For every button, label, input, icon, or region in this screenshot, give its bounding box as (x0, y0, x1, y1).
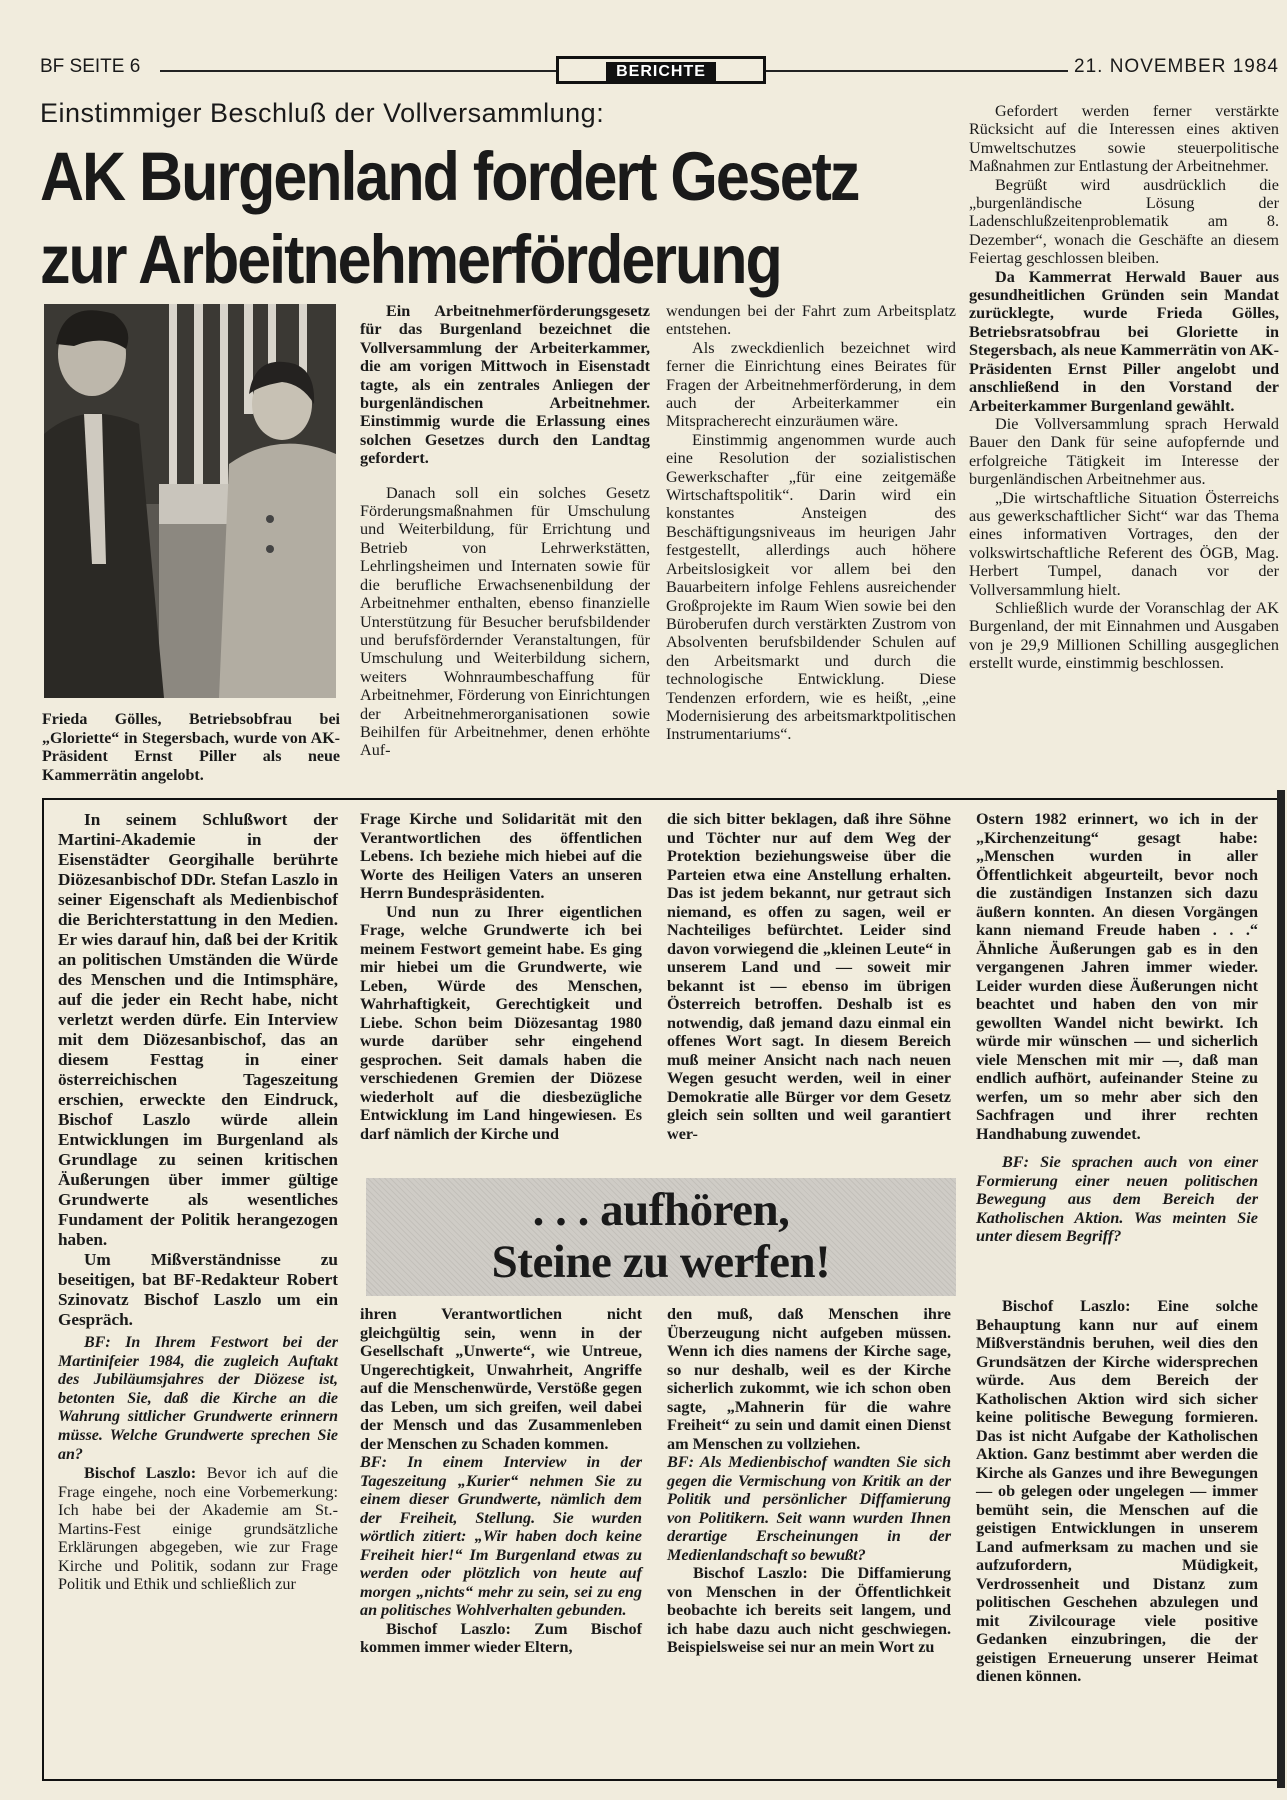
news-photo (44, 304, 336, 698)
header-rule-left (160, 70, 556, 72)
article-paragraph: Schließlich wurde der Voranschlag der AK Burgenland, der mit Einnahmen und Ausgaben von je 29,9 Millionen Schilling ausgeglichen erstellt wurde, einstimmig beschlossen. (969, 598, 1279, 673)
interview-answer: die sich bitter beklagen, daß ihre Söhne und Töchter nur auf dem Weg der Protektion beziehungsweise über die Parteien etwa eine Anstellung erhalten. Das ist jedem bekannt, nur getraut sich niemand, es offen zu sagen, weil er Nachteiliges befürchtet. Leider sind davon vorwiegend die „kleinen Leute“ in unserem Land und — soweit mir bekannt ist — ebenso im übrigen Österreich betroffen. Deshalb ist es notwendig, daß jemand dazu einmal ein offenes Wort sagt. In diesem Bereich muß meiner Ansicht nach nach neuen Wegen gesucht werden, weil in einer Demokratie alle Bürger vor dem Gesetz gleich sein sollten und weil garantiert wer- (667, 810, 951, 1143)
interview-column-2-lower (360, 1305, 642, 1657)
speaker-name: Bischof Laszlo: (386, 1619, 511, 1638)
interview-column-3 (667, 810, 951, 1143)
page-edge-shadow (1277, 790, 1285, 1788)
interview-question: BF: In einem Interview in der Tageszeitung „Kurier“ nehmen Sie zu einem dieser Grundwerte, nämlich dem der Freiheit, Stellung. Sie wurden wörtlich zitiert: „Wir haben doch keine Freiheit hier!“ Im Burgenland etwas zu werden oder plötzlich von heute auf morgen „nichts“ mehr zu sein, sei zu eng an politisches Wohlverhalten gebunden. (360, 1453, 642, 1619)
article-paragraph: Als zweckdienlich bezeichnet wird ferner die Einrichtung eines Beirates für Fragen der Arbeitnehmerförderung, in dem auch der Arbeiterkammer ein Mitspracherecht einzuräumen wäre. (666, 338, 956, 431)
interview-intro: Um Mißverständnisse zu beseitigen, bat BF-Redakteur Robert Szinovatz Bischof Laszlo um ein Gespräch. (58, 1250, 338, 1329)
headline-line-1: AK Burgenland fordert Gesetz (40, 138, 859, 215)
interview-column-4-lower (976, 1297, 1258, 1686)
interview-answer: Eine solche Behauptung kann nur auf einem Mißverständnis beruhen, weil dies den Grundsätzen der Kirche widersprechen würde. Aus dem Bereich der Katholischen Aktion wird sich sicher keine politische Bewegung formieren. Das ist nicht Aufgabe der Katholischen Aktion. Ganz bestimmt aber werden die Kirche als Ganzes und ihre Bewegungen — ob gelegen oder ungelegen — immer bemüht sein, die Menschen auf die geistigen Entwicklungen in unserem Land aufmerksam zu machen und sie aufzufordern, Müdigkeit, Verdrossenheit und Distanz zum politischen Geschehen abzulegen und mit Zivilcourage viele positive Gedanken einzubringen, die der geistigen Erneuerung unserer Heimat dienen können. (976, 1297, 1258, 1685)
interview-answer: Und nun zu Ihrer eigentlichen Frage, welche Grundwerte ich bei meinem Festwort gemeint habe. Es ging mir hiebei um die Grundwerte, wie Leben, Würde des Menschen, Wahrhaftigkeit, Gerechtigkeit und Liebe. Schon beim Diözesantag 1980 wurde darüber sehr eingehend gesprochen. Seit damals haben die verschiedenen Gremien der Diözese wiederholt auf die diesbezügliche Entwicklung im Land hingewiesen. Es darf nämlich der Kirche und (360, 902, 642, 1143)
interview-column-1 (58, 810, 338, 1594)
headline (40, 135, 975, 301)
article-paragraph: Die Vollversammlung sprach Herwald Bauer den Dank für seine aufopfernde und erfolgreiche Tätigkeit im Interesse der burgenländischen Arbeitnehmer aus. (969, 414, 1279, 489)
interview-answer: ihren Verantwortlichen nicht gleichgültig sein, wenn in der Gesellschaft „Unwerte“, wie Untreue, Ungerechtigkeit, Unwahrheit, Angriffe auf die Menschenwürde, Verstöße gegen das Leben, um sich greifen, weil dabei der Mensch und das Zusammenleben der Menschen zu Schaden kommen. (360, 1305, 642, 1453)
headline-line-2: zur Arbeitnehmerförderung (40, 221, 781, 298)
article-paragraph: Begrüßt wird ausdrücklich die „burgenländische Lösung der Ladenschlußzeitenproblematik am 8. Dezember“, wonach die Geschäfte an diesem Feiertag geschlossen bleiben. (969, 175, 1279, 268)
article-paragraph: Gefordert werden ferner verstärkte Rücksicht auf die Interessen eines aktiven Umweltschutzes sowie steuerpolitische Maßnahmen zur Entlastung der Arbeitnehmer. (969, 102, 1279, 176)
article-paragraph: Da Kammerrat Herwald Bauer aus gesundheitlichen Gründen sein Mandat zurücklegte, wurde Frieda Gölles, Betriebsratsobfrau bei Gloriette in Stegersbach, als neue Kammerrätin von AK-Präsidenten Ernst Piller angelobt und anschließend in den Vorstand der Arbeiterkammer Burgenland gewählt. (969, 267, 1279, 415)
interview-answer: Zum Bischof kommen immer wieder Eltern, (360, 1619, 643, 1656)
interview-question: BF: Als Medienbischof wandten Sie sich gegen die Vermischung von Kritik an der Politik und persönlicher Diffamierung von Politikern. Seit wann wurden Ihnen derartige Erscheinungen in der Medienlandschaft so bewußt? (667, 1453, 951, 1564)
article-paragraph: „Die wirtschaftliche Situation Österreichs aus gewerkschaftlicher Sicht“ war das Thema eines informativen Vortrages, den der volkswirtschaftliche Referent des ÖGB, Mag. Herbert Tumpel, danach vor der Vollversammlung hielt. (969, 488, 1279, 599)
interview-answer: Ostern 1982 erinnert, wo ich in der „Kirchenzeitung“ gesagt habe: „Menschen wurden in aller Öffentlichkeit abgeurteilt, bevor noch die zuständigen Instanzen sich dazu äußern konnten. An diesen Vorgängen kann niemand Freude haben . . .“ Ähnliche Äußerungen gab es in den vergangenen Jahren immer wieder. Leider wurden diese Äußerungen nicht beachtet und haben den von mir gewollten Wandel nicht bewirkt. Ich würde mir wünschen — und sicherlich viele Menschen mit mir —, daß man endlich aufhört, aufeinander Steine zu werfen, um so mehr aber sich den Sachfragen und ihrer rechten Handhabung zuwendet. (976, 810, 1258, 1143)
section-label-box (556, 56, 766, 84)
speaker-name: Bischof Laszlo: (693, 1564, 808, 1582)
article-paragraph: wendungen bei der Fahrt zum Arbeitsplatz entstehen. (666, 302, 956, 339)
page-number: BF SEITE 6 (40, 56, 141, 77)
interview-answer: Bevor ich auf die Frage eingehe, noch eine Vorbemerkung: Ich habe bei der Akademie am St.-Martins-Fest einige grundsätzliche Erklärungen abgegeben, wie zur Frage Kirche und Politik, sodann zur Frage Politik und Ethik und schließlich zur (58, 1464, 339, 1594)
article-column-1 (360, 302, 650, 760)
section-label: BERICHTE (606, 62, 716, 82)
interview-question: BF: In Ihrem Festwort bei der Martinifeier 1984, die zugleich Auftakt des Jubiläumsjahres der Diözese ist, betonten Sie, daß die Kirche an die Wahrung sittlicher Grundwerte erinnern müsse. Welche Grundwerte sprechen Sie an? (58, 1334, 338, 1463)
article-paragraph: Einstimmig angenommen wurde auch eine Resolution der sozialistischen Gewerkschafter „für eine zeitgemäße Wirtschaftspolitik“. Darin wird ein konstantes Ansteigen des Beschäftigungsniveaus im heurigen Jahr festgestellt, allerdings auch höhere Arbeitslosigkeit vor allem bei den Bauarbeitern infolge Fehlens ausreichender Großprojekte im Raum Wien sowie bei den Büroberufen durch verstärkten Zustrom von Absolventen berufsbildender Schulen auf den Arbeitsmarkt und durch die technologische Entwicklung. Diese Tendenzen erfordern, wie es heißt, „eine Modernisierung des arbeitsmarktpolitischen Instrumentariums“. (666, 430, 956, 744)
article-column-3 (969, 102, 1279, 673)
speaker-name: Bischof Laszlo: (1002, 1297, 1131, 1315)
interview-column-2 (360, 810, 642, 1143)
pull-quote-line-2: Steine zu werfen! (491, 1236, 831, 1288)
interview-answer: den muß, daß Menschen ihre Überzeugung nicht aufgeben müssen. Wenn ich dies namens der Kirche sage, so nur deshalb, weil es der Kirche sicherlich zukommt, wie ich schon oben sagte, „Mahnerin für die wahre Freiheit“ zu sein und damit einen Dienst am Menschen zu vollziehen. (667, 1305, 951, 1453)
article-lead: Ein Arbeitnehmerförderungsgesetz für das Burgenland bezeichnet die Vollversammlung der Arbeiterkammer, die am vorigen Mittwoch in Eisenstadt tagte, als ein zentrales Anliegen der burgenländischen Arbeitnehmer. Einstimmig wurde die Erlassung eines solchen Gesetzes durch den Landtag gefordert. (360, 302, 650, 468)
pull-quote-line-1: . . . aufhören, (532, 1184, 790, 1236)
interview-column-4 (976, 810, 1258, 1246)
interview-answer: Die Diffamierung von Menschen in der Öffentlichkeit beobachte ich bereits seit langem, und ich habe dazu auch nicht geschwiegen. Beispielsweise sei nur an mein Wort zu (667, 1564, 952, 1656)
photo-caption: Frieda Gölles, Betriebsobfrau bei „Gloriette“ in Stegersbach, wurde von AK-Präsident Ernst Piller als neue Kammerrätin angelobt. (42, 711, 340, 784)
interview-column-3-lower (667, 1305, 951, 1657)
article-paragraph: Danach soll ein solches Gesetz Förderungsmaßnahmen für Umschulung und Weiterbildung, für Errichtung und Betrieb von Lehrwerkstätten, Lehrlingsheimen und Internaten sowie für die berufliche Erwachsenenbildung der Arbeitnehmer enthalten, ebenso finanzielle Unterstützung für Besucher berufsbildender und berufsfördernder Veranstaltungen, für Umschulung und Weiterbildung sichern, weiters Wohnraumbeschaffung für Arbeitnehmer, Förderung von Einrichtungen der Arbeitnehmerorganisationen sowie Beihilfen für Arbeitnehmer, denen erhöhte Auf- (360, 483, 650, 760)
interview-answer: Frage Kirche und Solidarität mit den Verantwortlichen des öffentlichen Lebens. Ich beziehe mich hiebei auf die Worte des Heiligen Vaters an unseren Herrn Bundespräsidenten. (360, 810, 642, 902)
speaker-name: Bischof Laszlo: (84, 1464, 197, 1483)
header-rule-right (766, 70, 1068, 72)
interview-question: BF: Sie sprachen auch von einer Formierung einer neuen politischen Bewegung aus dem Bereich der Katholischen Aktion. Was meinten Sie unter diesem Begriff? (976, 1153, 1258, 1245)
article-column-2 (666, 302, 956, 744)
pull-quote (366, 1178, 956, 1296)
issue-date: 21. NOVEMBER 1984 (1074, 56, 1279, 77)
kicker: Einstimmiger Beschluß der Vollversammlung: (40, 98, 605, 128)
interview-intro: In seinem Schlußwort der Martini-Akademie in der Eisenstädter Georgihalle berührte Diözesanbischof DDr. Stefan Laszlo in seiner Eigenschaft als Medienbischof die Berichterstattung in den Medien. Er wies darauf hin, daß bei der Kritik an politischen Umständen die Würde des Menschen und die Intimsphäre, auf die jeder ein Recht habe, nicht verletzt werden dürfe. Ein Interview mit dem Diözesanbischof, das an diesem Festtag in einer österreichischen Tageszeitung erschien, erweckte den Eindruck, Bischof Laszlo würde allein Entwicklungen im Burgenland als Grundlage zu seinen kritischen Äußerungen über immer gültige Grundwerte als wesentliches Fundament der Politik herangezogen haben. (58, 810, 338, 1249)
photo-image (44, 304, 336, 698)
